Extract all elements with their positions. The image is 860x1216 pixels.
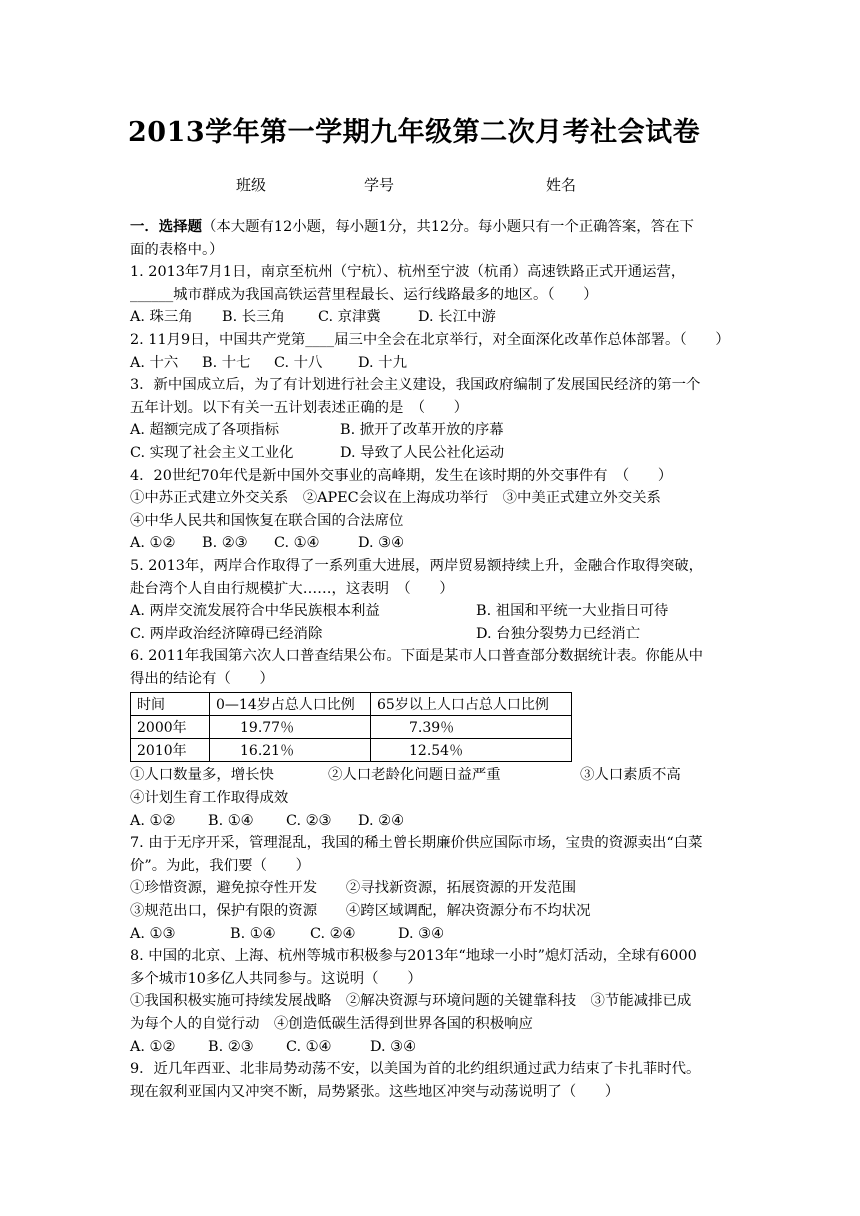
- table-cell: 7.39％: [371, 716, 572, 739]
- option-a: A. 珠三角: [130, 309, 193, 326]
- option-b: B. 掀开了改革开放的序幕: [340, 422, 504, 439]
- question-9-stem-cont: 现在叙利亚国内又冲突不断，局势紧张。这些地区冲突与动荡说明了（ ）: [130, 1083, 620, 1100]
- question-4-stem: 4．20世纪70年代是新中国外交事业的高峰期，发生在该时期的外交事件有 （ ）: [130, 467, 673, 484]
- questions-body: [130, 216, 735, 1103]
- question-7-options: [130, 923, 735, 946]
- question-7-stem: 7. 由于无序开采，管理混乱，我国的稀土曾长期廉价供应国际市场，宝贵的资源卖出“白菜: [130, 835, 703, 852]
- option-b: B. ②③: [202, 535, 248, 552]
- question-6-stem-cont: 得出的结论有（ ）: [130, 670, 274, 687]
- question-3-options-ab: [130, 419, 735, 442]
- section-heading: 一．选择题: [130, 218, 202, 235]
- section-description: （本大题有12小题，每小题1分，共12分。每小题只有一个正确答案，答在下: [201, 219, 694, 235]
- question-1-stem: 1. 2013年7月1日，南京至杭州（宁杭）、杭州至宁波（杭甬）高速铁路正式开通运营，: [130, 264, 686, 281]
- section-description-cont: 面的表格中。）: [130, 241, 224, 258]
- table-cell: 16.21％: [210, 739, 371, 762]
- option-c: C. 十八: [274, 354, 323, 371]
- question-4-statements-cont: ④中华人民共和国恢复在联合国的合法席位: [130, 512, 404, 529]
- question-4-options: [130, 532, 735, 555]
- option-d: D. ③④: [370, 1038, 416, 1055]
- question-8-statements: ①我国积极实施可持续发展战略 ②解决资源与环境问题的关键靠科技 ③节能减排已成: [130, 993, 692, 1010]
- option-c: C. ①④: [274, 535, 320, 552]
- question-6-options: [130, 810, 735, 833]
- option-c: C. ②④: [310, 925, 356, 942]
- table-row: [131, 739, 572, 762]
- table-cell: 2010年: [131, 739, 210, 762]
- student-id-label: 学号: [364, 176, 395, 194]
- question-8-options: [130, 1036, 735, 1059]
- question-1-stem-cont: ______城市群成为我国高铁运营里程最长、运行线路最多的地区。（ ）: [130, 286, 598, 303]
- question-7-statements: ①珍惜资源，避免掠夺性开发 ②寻找新资源，拓展资源的开发范围: [130, 880, 577, 897]
- option-b: B. ①④: [230, 925, 276, 942]
- option-c: C. 实现了社会主义工业化: [130, 444, 294, 461]
- question-8-statements-cont: 为每个人的自觉行动 ④创造低碳生活得到世界各国的积极响应: [130, 1016, 533, 1032]
- statement-4: ④计划生育工作取得成效: [130, 790, 289, 807]
- question-2-options: [130, 352, 735, 375]
- question-5-stem: 5. 2013年，两岸合作取得了一系列重大进展，两岸贸易额持续上升，金融合作取得突破，: [130, 557, 703, 574]
- question-4-statements: ①中苏正式建立外交关系 ②APEC会议在上海成功举行 ③中美正式建立外交关系: [130, 490, 661, 507]
- option-d: D. 十九: [358, 354, 407, 371]
- statement-3: ③人口素质不高: [580, 767, 681, 784]
- option-a: A. ①②: [130, 535, 176, 552]
- question-7-stem-cont: 价”。为此，我们要（ ）: [130, 857, 311, 874]
- question-7-statements-cont: ③规范出口，保护有限的资源 ④跨区域调配，解决资源分布不均状况: [130, 903, 591, 920]
- section-heading-line: [130, 216, 735, 239]
- table-header-row: [131, 693, 572, 716]
- option-d: D. ②④: [358, 812, 404, 829]
- question-5-stem-cont: 赴台湾个人自由行规模扩大……，这表明 （ ）: [130, 580, 454, 597]
- question-9-stem: 9．近几年西亚、北非局势动荡不安，以美国为首的北约组织通过武力结束了卡扎菲时代。: [130, 1061, 701, 1078]
- statement-1: ①人口数量多，增长快: [130, 767, 274, 784]
- option-b: B. 祖国和平统一大业指日可待: [476, 603, 669, 620]
- table-header-cell: 时间: [131, 693, 210, 716]
- statement-2: ②人口老龄化问题日益严重: [328, 767, 501, 784]
- question-5-options-ab: [130, 600, 735, 623]
- option-b: B. ②③: [208, 1038, 254, 1055]
- option-a: A. ①③: [130, 925, 176, 942]
- question-8-stem-cont: 多个城市10多亿人共同参与。这说明（ ）: [130, 970, 422, 987]
- table-cell: 2000年: [131, 716, 210, 739]
- option-b: B. ①④: [208, 812, 254, 829]
- question-3-stem-cont: 五年计划。以下有关一五计划表述正确的是 （ ）: [130, 399, 469, 416]
- question-2-stem: 2. 11月9日，中国共产党第____届三中全会在北京举行，对全面深化改革作总体部署。（ ）: [130, 331, 730, 348]
- option-a: A. ①②: [130, 1038, 176, 1055]
- student-name-label: 姓名: [546, 176, 577, 194]
- question-3-stem: 3．新中国成立后，为了有计划进行社会主义建设，我国政府编制了发展国民经济的第一个: [130, 377, 701, 394]
- option-d: D. 台独分裂势力已经消亡: [476, 625, 641, 642]
- page-title: 2013学年第一学期九年级第二次月考社会试卷: [128, 117, 701, 148]
- option-d: D. 导致了人民公社化运动: [340, 444, 505, 461]
- question-1-options: [130, 306, 735, 329]
- question-5-options-cd: [130, 623, 735, 646]
- question-6-statements: [130, 764, 735, 787]
- question-6-stem: 6. 2011年我国第六次人口普查结果公布。下面是某市人口普查部分数据统计表。你能从中: [130, 648, 703, 665]
- option-b: B. 十七: [202, 354, 251, 371]
- table-cell: 19.77％: [210, 716, 371, 739]
- option-a: A. ①②: [130, 812, 176, 829]
- option-c: C. 京津冀: [318, 309, 381, 326]
- question-3-options-cd: [130, 442, 735, 465]
- option-c: C. ②③: [286, 812, 332, 829]
- option-d: D. 长江中游: [418, 309, 496, 326]
- option-a: A. 超额完成了各项指标: [130, 422, 280, 439]
- table-header-cell: 65岁以上人口占总人口比例: [371, 693, 572, 716]
- option-b: B. 长三角: [222, 309, 285, 326]
- option-d: D. ③④: [398, 925, 444, 942]
- table-header-cell: 0—14岁占总人口比例: [210, 693, 371, 716]
- question-8-stem: 8. 中国的北京、上海、杭州等城市积极参与2013年“地球一小时”熄灯活动，全球有6000: [130, 948, 697, 965]
- option-a: A. 两岸交流发展符合中华民族根本利益: [130, 603, 380, 620]
- option-a: A. 十六: [130, 354, 179, 371]
- option-d: D. ③④: [358, 535, 404, 552]
- table-row: [131, 716, 572, 739]
- option-c: C. ①④: [286, 1038, 332, 1055]
- table-cell: 12.54％: [371, 739, 572, 762]
- option-c: C. 两岸政治经济障碍已经消除: [130, 625, 323, 642]
- class-label: 班级: [236, 176, 267, 194]
- census-table: [130, 692, 572, 762]
